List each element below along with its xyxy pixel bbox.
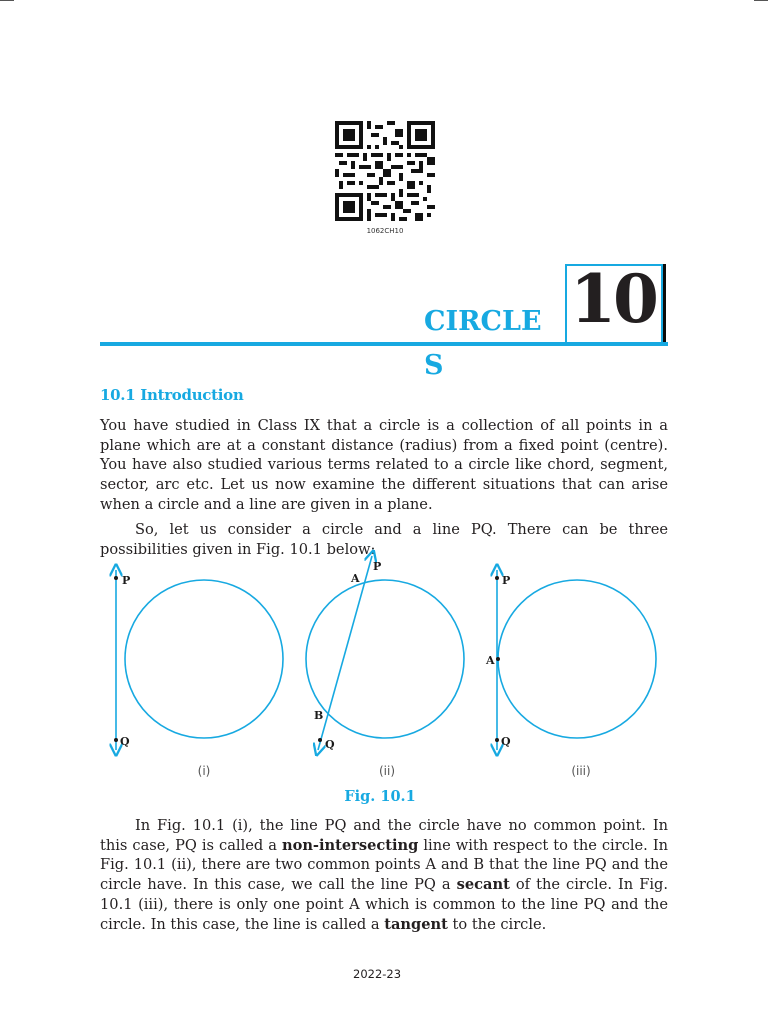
panel-label-iii: (iii) [571,764,591,778]
qr-code-label: 1062CH10 [366,227,404,235]
line-pq-ii [318,556,372,750]
point-label-iii-p: P [502,574,511,587]
point-label-ii-a: A [351,572,360,585]
point-dot-i-q [114,738,118,742]
point-label-ii-q: Q [325,738,335,751]
explanation-text-3: of the circle. In Fig. 10.1 (iii), there is only one point A which is common to the line PQ and the circle. In this case, the line is called a [100,876,668,933]
point-dot-ii-q [318,738,322,742]
point-dot-iii-p [495,576,499,580]
figure-10-1 [0,548,768,788]
section-heading: 10.1 Introduction [100,386,244,404]
explanation-text-2: line with respect to the circle. In Fig. 10.1 (ii), there are two common points A and B that the line PQ and the circle have. In this case, we call the line PQ a [100,836,668,894]
panel-label-i: (i) [197,764,211,778]
circle-ii [306,580,464,738]
point-label-ii-p: P [373,560,382,573]
qr-block [333,121,437,235]
circle-i [125,580,283,738]
point-dot-iii-q [495,738,499,742]
possibilities-paragraph: So, let us consider a circle and a line PQ. There can be three possibilities given in Fig. 10.1 below: [100,521,668,558]
chapter-title: CIRCLES [424,306,542,381]
term-secant: secant [456,876,510,894]
crop-mark-left [0,0,14,1]
point-dot-i-p [114,576,118,580]
explanation-paragraph [100,816,668,934]
circle-iii [498,580,656,738]
point-label-iii-q: Q [501,735,511,748]
figure-caption: Fig. 10.1 [344,788,416,805]
crop-mark-right [754,0,768,1]
term-tangent: tangent [384,915,448,933]
point-label-i-p: P [122,574,131,587]
point-label-ii-b: B [314,709,324,722]
point-label-iii-a: A [486,654,495,667]
panel-label-ii: (ii) [378,764,396,778]
explanation-text-1: In Fig. 10.1 (i), the line PQ and the circle have no common point. In this case, PQ is called a [100,817,668,854]
point-label-i-q: Q [120,735,130,748]
point-dot-iii-a [496,657,500,661]
intro-paragraph: You have studied in Class IX that a circle is a collection of all points in a plane which are at a constant distance (radius) from a fixed point (centre). You have also studied various terms related to a circle like chord, segment, sector, arc etc. Let us now examine the different situations that can arise when a circle and a line are given in a plane. [100,417,668,513]
term-non-intersecting: non-intersecting [281,836,419,854]
explanation-text-4: to the circle. [447,915,547,933]
chapter-header-rule [100,342,668,346]
page-footer-year: 2022-23 [353,967,402,981]
qr-code-icon [335,121,435,221]
chapter-number: 10 [570,260,656,338]
